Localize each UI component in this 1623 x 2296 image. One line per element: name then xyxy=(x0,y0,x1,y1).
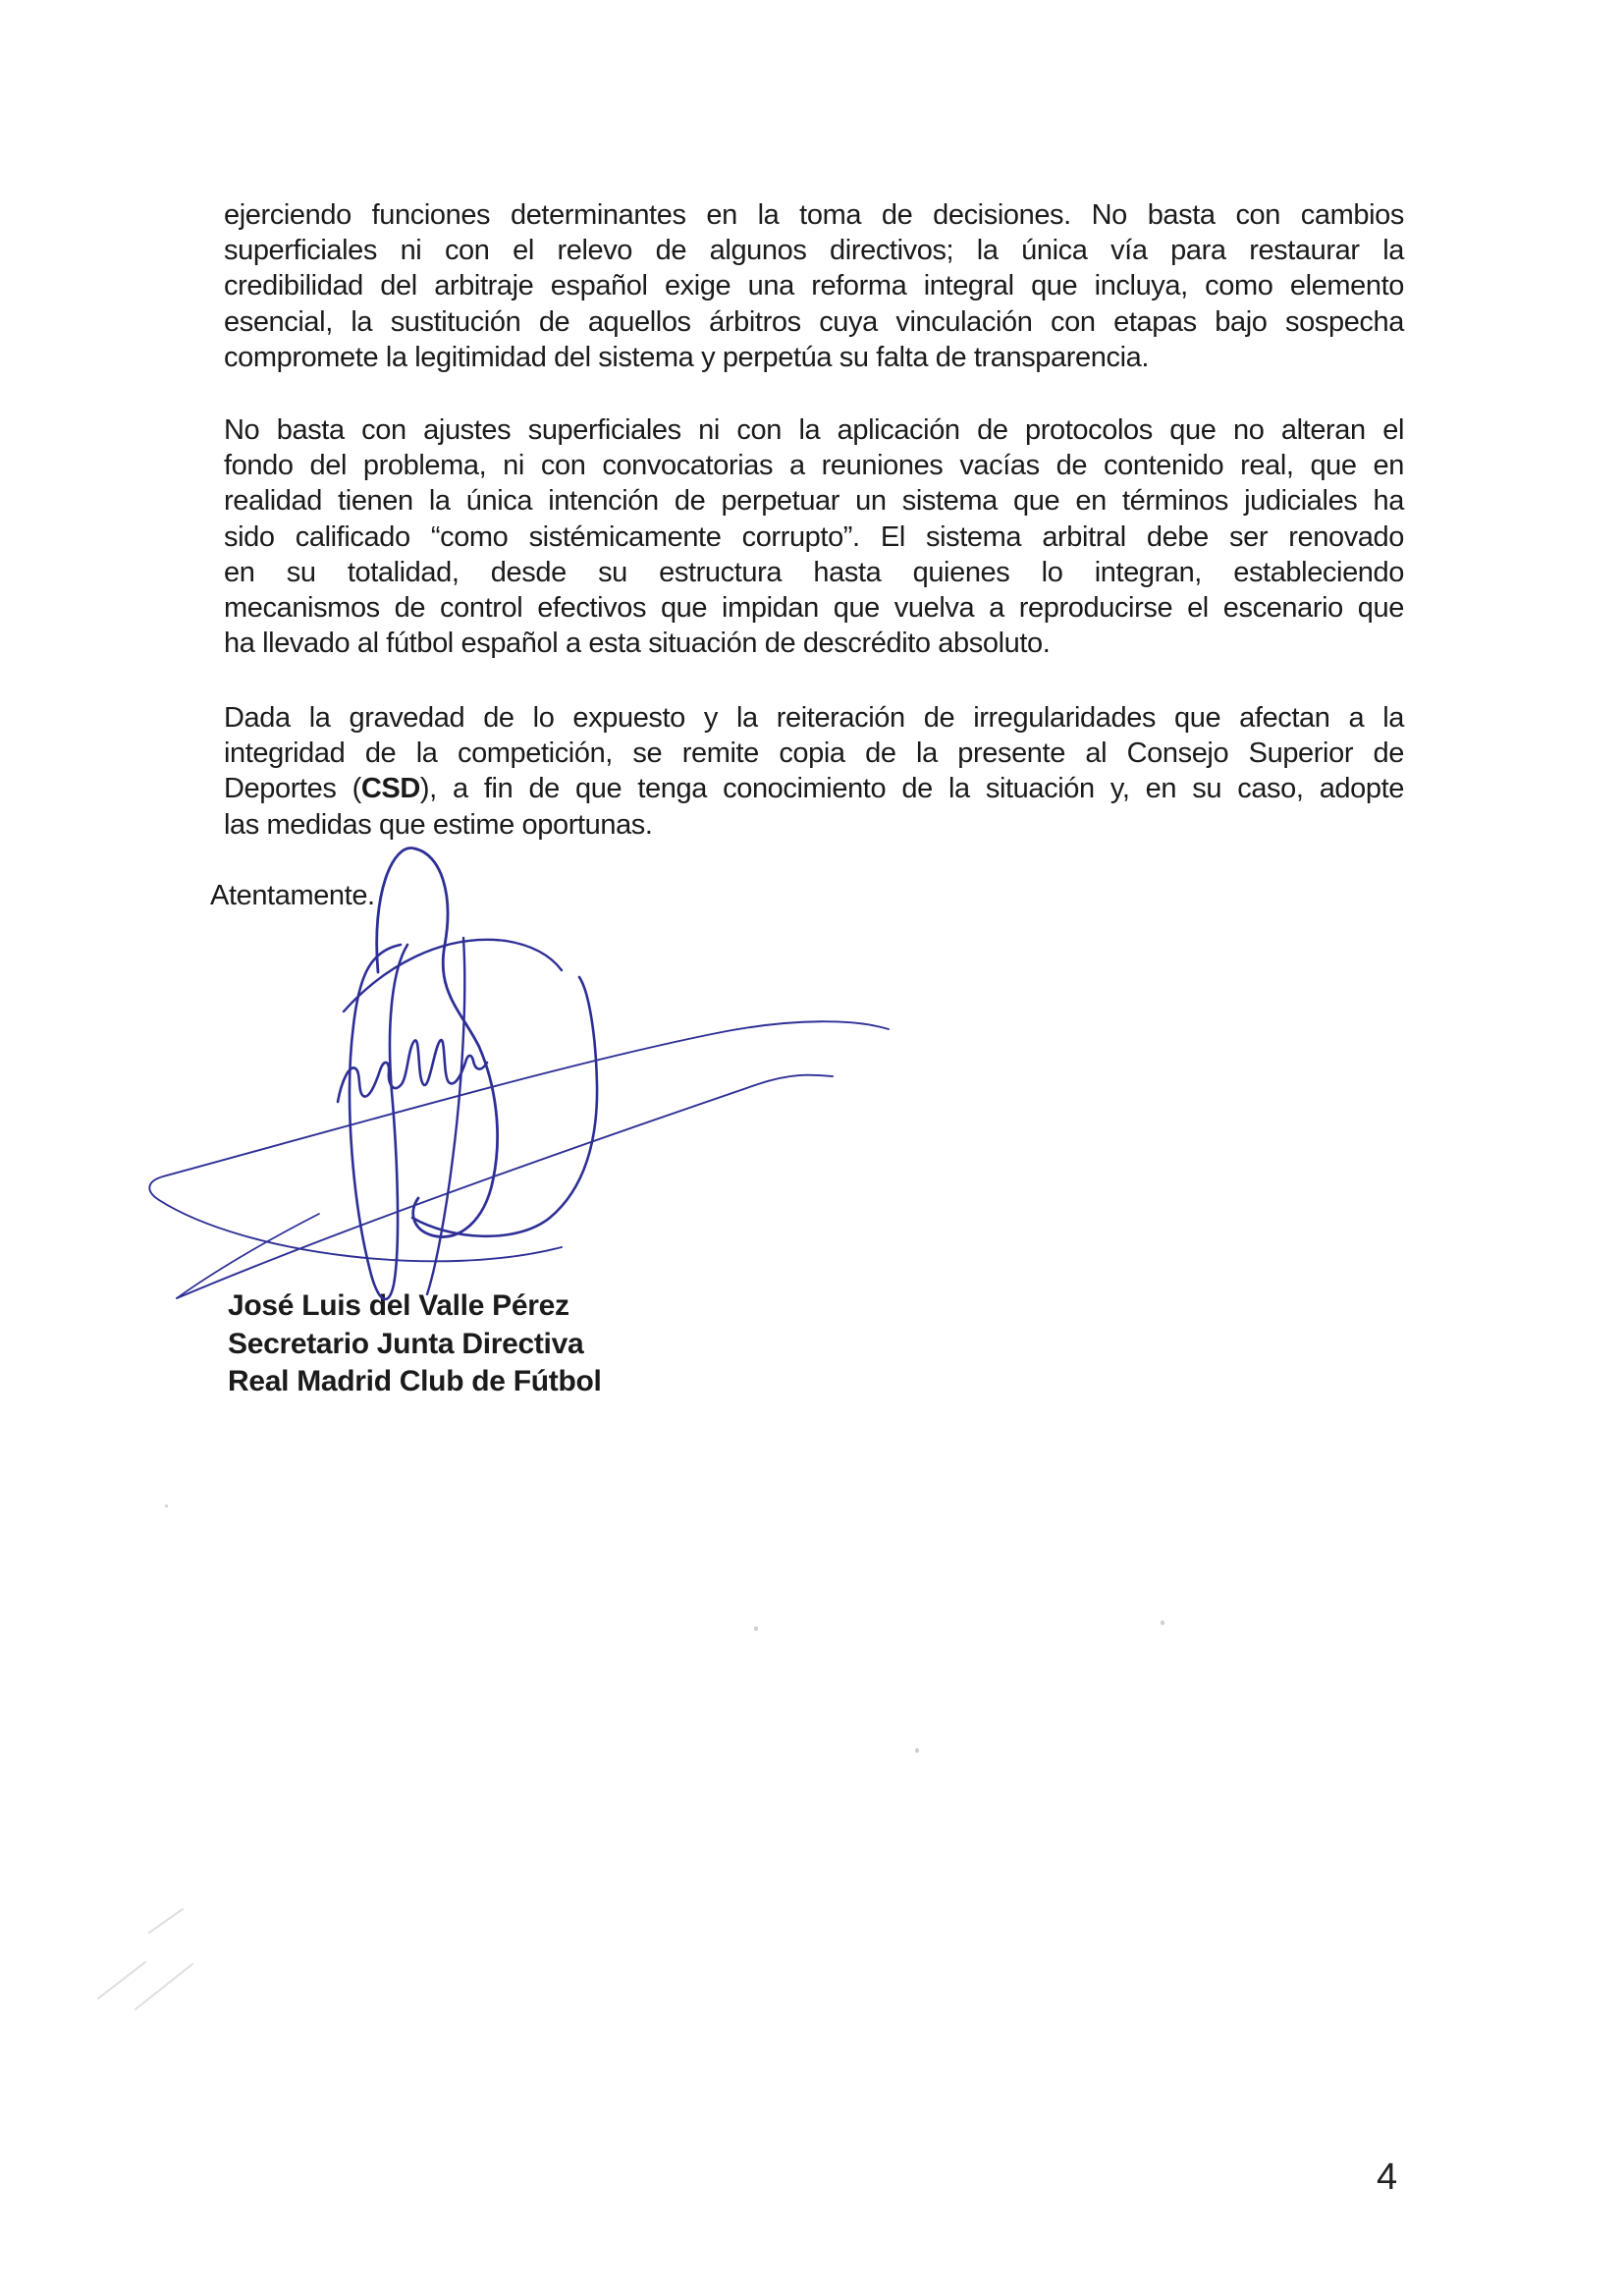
text-line: Dada la gravedad de lo expuesto y la reiteración de irregularidades que afectan a la xyxy=(224,702,1404,734)
text-line: superficiales ni con el relevo de algunos directivos; la única vía para restaurar la xyxy=(224,235,1404,267)
paragraph-3 xyxy=(224,700,1404,843)
signer-name: José Luis del Valle Pérez xyxy=(228,1289,569,1322)
text-line: las medidas que estime oportunas. xyxy=(224,808,653,841)
csd-acronym: CSD xyxy=(360,773,420,805)
text-run: Deportes ( xyxy=(224,773,361,805)
scan-artifact xyxy=(915,1748,919,1753)
text-line: compromete la legitimidad del sistema y perpetúa su falta de transparencia. xyxy=(224,341,1150,373)
scan-artifact xyxy=(754,1626,758,1631)
text-line: realidad tienen la única intención de perpetuar un sistema que en términos judiciales ha xyxy=(224,485,1404,518)
text-line: integridad de la competición, se remite copia de la presente al Consejo Superior de xyxy=(224,738,1404,770)
scan-artifact xyxy=(79,1886,334,2082)
page-number: 4 xyxy=(1377,2157,1398,2198)
text-line: en su totalidad, desde su estructura hasta quienes lo integran, estableciendo xyxy=(224,556,1404,588)
paragraph-1 xyxy=(224,197,1404,375)
text-line: credibilidad del arbitraje español exige una reforma integral que incluya, como elemento xyxy=(224,270,1404,302)
scan-artifact xyxy=(1161,1620,1164,1625)
scan-scratch-lines xyxy=(98,1909,192,2009)
text-line: ejerciendo funciones determinantes en la toma de decisiones. No basta con cambios xyxy=(224,199,1404,231)
signature-block xyxy=(228,1287,602,1401)
text-run: ), a fin de que tenga conocimiento de la situación y, en su caso, adopte xyxy=(419,773,1404,805)
text-line xyxy=(224,771,1404,806)
signature-ink xyxy=(149,848,889,1299)
text-line: fondo del problema, ni con convocatorias a reuniones vacías de contenido real, que en xyxy=(224,450,1404,482)
signer-organization: Real Madrid Club de Fútbol xyxy=(228,1365,602,1397)
signer-title: Secretario Junta Directiva xyxy=(228,1327,584,1360)
paragraph-2 xyxy=(224,412,1404,661)
scan-artifact xyxy=(165,1504,168,1507)
text-line: mecanismos de control efectivos que impidan que vuelva a reproducirse el escenario que xyxy=(224,592,1404,625)
text-line: ha llevado al fútbol español a esta situación de descrédito absoluto. xyxy=(224,628,1051,660)
text-line: esencial, la sustitución de aquellos árbitros cuya vinculación con etapas bajo sospecha xyxy=(224,305,1404,338)
closing-salutation: Atentamente. xyxy=(210,880,375,911)
text-line: No basta con ajustes superficiales ni con la aplicación de protocolos que no alteran el xyxy=(224,414,1404,446)
text-line: sido calificado “como sistémicamente corrupto”. El sistema arbitral debe ser renovado xyxy=(224,520,1404,553)
